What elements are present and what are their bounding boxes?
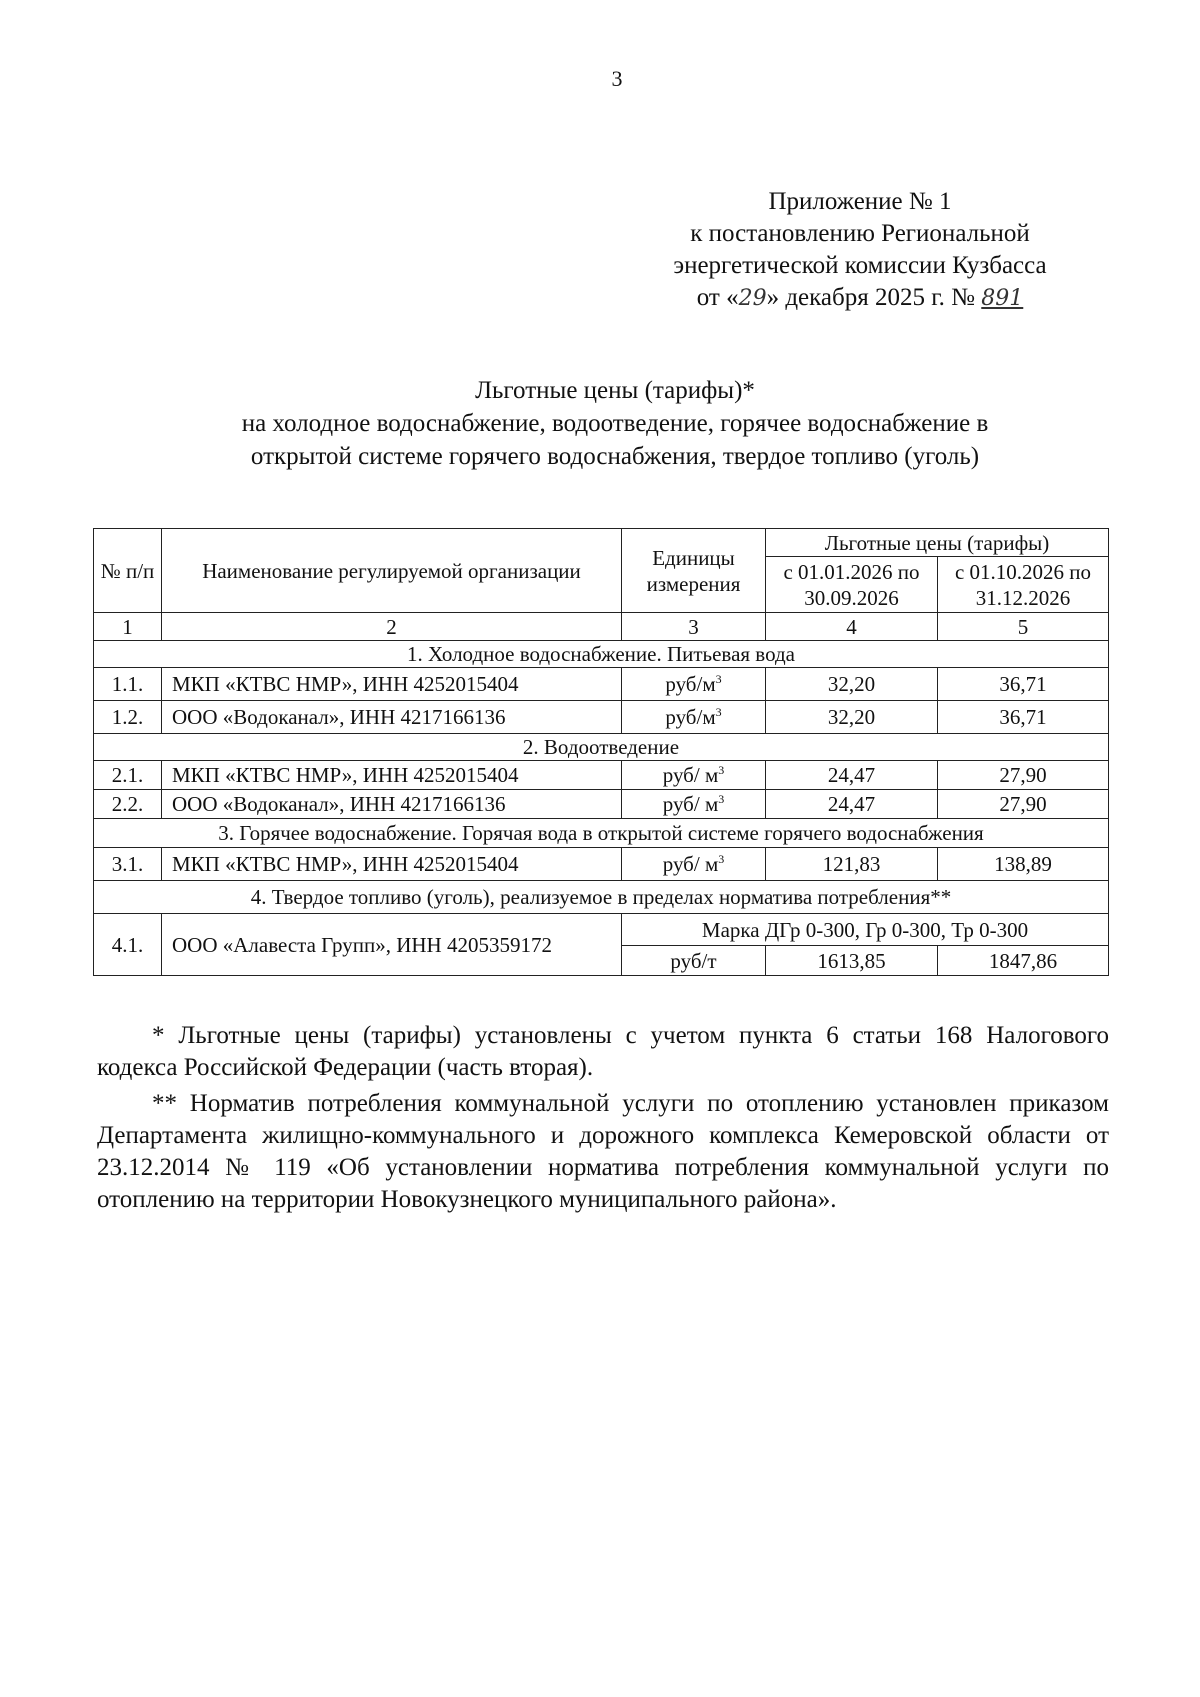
- row-price-1: 24,47: [766, 790, 938, 819]
- row-price-1: 121,83: [766, 848, 938, 881]
- row-org: ООО «Водоканал», ИНН 4217166136: [162, 790, 622, 819]
- appendix-commission: энергетической комиссии Кузбасса: [673, 252, 1047, 279]
- date-middle: » декабря 2025 г. №: [766, 284, 976, 311]
- header-period-2: с 01.10.2026 по 31.12.2026: [938, 557, 1109, 613]
- row-org: ООО «Водоканал», ИНН 4217166136: [162, 701, 622, 734]
- section-title: 3. Горячее водоснабжение. Горячая вода в открытой системе горячего водоснабжения: [94, 819, 1109, 848]
- column-numbers-row: [94, 613, 1109, 641]
- row-price-1: 24,47: [766, 761, 938, 790]
- row-org: МКП «КТВС НМР», ИНН 4252015404: [162, 848, 622, 881]
- row-unit: руб/ $м^3$: [622, 790, 766, 819]
- col-number: 3: [622, 613, 766, 641]
- row-price-1: 32,20: [766, 668, 938, 701]
- row-unit: руб/ $м^3$: [622, 761, 766, 790]
- table-row: [94, 848, 1109, 881]
- title-line-1: Льготные цены (тарифы)*: [475, 377, 755, 404]
- header-num: № п/п: [94, 529, 162, 613]
- coal-grade: Марка ДГр 0-300, Гр 0-300, Тр 0-300: [622, 914, 1109, 946]
- header-unit: Единицы измерения: [622, 529, 766, 613]
- section-title: 1. Холодное водоснабжение. Питьевая вода: [94, 641, 1109, 668]
- row-org: ООО «Алавеста Групп», ИНН 4205359172: [162, 914, 622, 976]
- page-number: 3: [611, 66, 623, 91]
- footnotes: [97, 1020, 1109, 1220]
- col-number: 1: [94, 613, 162, 641]
- row-num: 2.1.: [94, 761, 162, 790]
- row-unit: руб/$м^3$: [622, 668, 766, 701]
- document-title: [150, 374, 1080, 473]
- row-org: МКП «КТВС НМР», ИНН 4252015404: [162, 668, 622, 701]
- row-price-2: 138,89: [938, 848, 1109, 881]
- appendix-header: [640, 186, 1080, 315]
- row-price-2: 27,90: [938, 761, 1109, 790]
- tariff-table: [93, 528, 1109, 976]
- table-row: [94, 790, 1109, 819]
- col-number: 5: [938, 613, 1109, 641]
- row-num: 4.1.: [94, 914, 162, 976]
- table-row: [94, 668, 1109, 701]
- row-num: 1.2.: [94, 701, 162, 734]
- row-num: 3.1.: [94, 848, 162, 881]
- handwritten-day: 29: [738, 286, 767, 311]
- section-title: 2. Водоотведение: [94, 734, 1109, 761]
- row-price-2: 36,71: [938, 668, 1109, 701]
- row-price-1: 32,20: [766, 701, 938, 734]
- table-row: [94, 761, 1109, 790]
- table-row: [94, 914, 1109, 946]
- row-org: МКП «КТВС НМР», ИНН 4252015404: [162, 761, 622, 790]
- row-price-2: 1847,86: [938, 946, 1109, 976]
- col-number: 2: [162, 613, 622, 641]
- section-title: 4. Твердое топливо (уголь), реализуемое в пределах норматива потребления**: [94, 881, 1109, 914]
- title-line-3: открытой системе горячего водоснабжения, твердое топливо (уголь): [250, 443, 980, 470]
- appendix-title: Приложение № 1: [768, 188, 952, 215]
- title-line-2: на холодное водоснабжение, водоотведение, горячее водоснабжение в: [241, 410, 989, 437]
- footnote-1: * Льготные цены (тарифы) установлены с учетом пункта 6 статьи 168 Налогового кодекса Российской Федерации (часть вторая).: [97, 1022, 1109, 1081]
- appendix-ref-line: к постановлению Региональной: [690, 220, 1030, 247]
- row-num: 2.2.: [94, 790, 162, 819]
- row-num: 1.1.: [94, 668, 162, 701]
- row-unit: руб/$м^3$: [622, 701, 766, 734]
- header-org: Наименование регулируемой организации: [162, 529, 622, 613]
- date-prefix: от «: [696, 284, 739, 311]
- row-price-1: 1613,85: [766, 946, 938, 976]
- footnote-2: ** Норматив потребления коммунальной услуги по отоплению установлен приказом Департамента жилищно-коммунального и дорожного комплекса Кемеровской области от 23.12.2014 № 119 «Об установлении норматива потребления коммунальной услуги по отоплению на территории Новокузнецкого муниципального района».: [97, 1090, 1109, 1213]
- header-prices: Льготные цены (тарифы): [766, 529, 1109, 557]
- handwritten-number: 891: [981, 286, 1024, 311]
- row-price-2: 27,90: [938, 790, 1109, 819]
- row-price-2: 36,71: [938, 701, 1109, 734]
- appendix-date: [640, 282, 1080, 315]
- row-unit: руб/ $м^3$: [622, 848, 766, 881]
- table-row: [94, 701, 1109, 734]
- row-unit: руб/т: [622, 946, 766, 976]
- header-period-1: с 01.01.2026 по 30.09.2026: [766, 557, 938, 613]
- col-number: 4: [766, 613, 938, 641]
